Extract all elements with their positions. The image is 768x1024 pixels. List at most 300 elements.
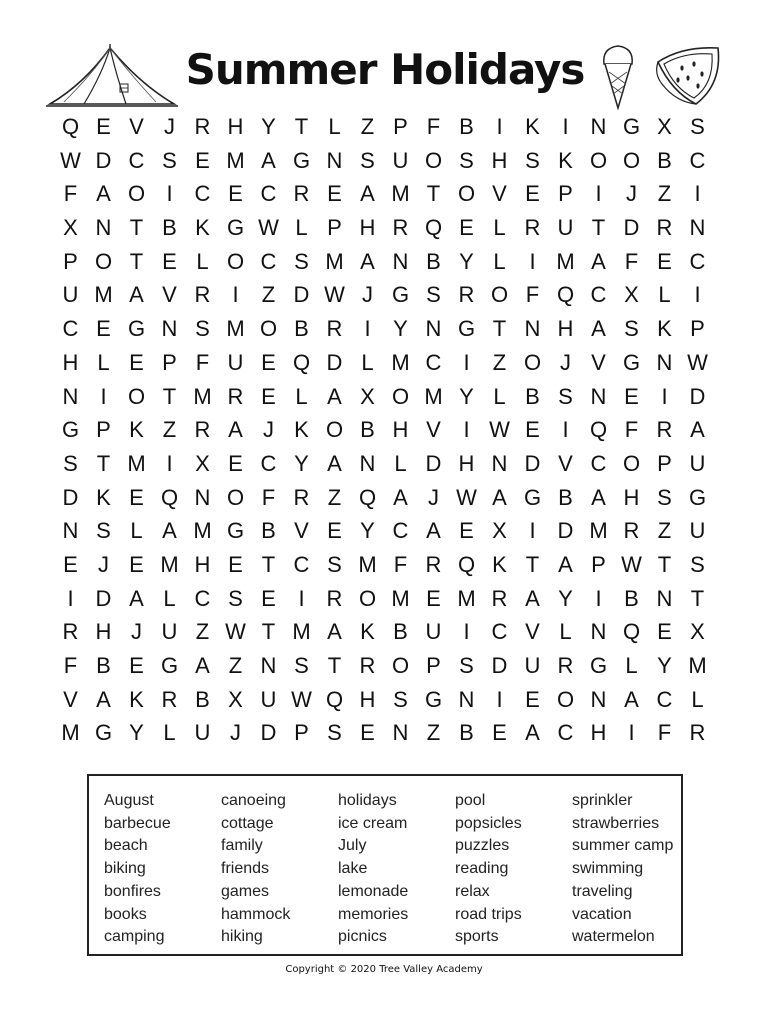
grid-letter: S: [228, 585, 243, 611]
grid-letter: I: [496, 686, 503, 712]
grid-letter: G: [127, 316, 146, 342]
grid-letter: E: [63, 551, 78, 577]
grid-letter: N: [491, 450, 508, 476]
grid-letter: G: [94, 720, 113, 746]
grid-letter: U: [161, 619, 178, 645]
grid-letter: J: [263, 417, 274, 443]
grid-letter: W: [489, 417, 510, 443]
grid-letter: D: [95, 585, 112, 611]
grid-letter: L: [559, 619, 572, 645]
grid-letter: A: [261, 147, 276, 173]
grid-letter: S: [558, 383, 573, 409]
grid-letter: E: [129, 484, 144, 510]
word-list-item: memories: [338, 905, 409, 923]
grid-letter: S: [96, 518, 111, 544]
grid-letter: P: [558, 181, 573, 207]
grid-letter: P: [327, 215, 342, 241]
grid-letter: M: [226, 147, 245, 173]
grid-letter: X: [690, 619, 705, 645]
page-title: Summer Holidays: [185, 45, 585, 94]
grid-letter: R: [194, 417, 211, 443]
grid-letter: U: [557, 215, 574, 241]
grid-letter: M: [160, 551, 179, 577]
grid-letter: P: [294, 720, 309, 746]
grid-letter: K: [657, 316, 672, 342]
grid-letter: J: [428, 484, 439, 510]
grid-letter: G: [226, 518, 245, 544]
grid-letter: I: [595, 181, 602, 207]
grid-letter: A: [96, 181, 111, 207]
grid-letter: R: [491, 585, 508, 611]
grid-letter: N: [260, 653, 277, 678]
grid-letter: E: [228, 551, 243, 577]
grid-letter: Q: [325, 686, 344, 712]
grid-letter: M: [556, 248, 575, 274]
word-list-item: friends: [221, 860, 270, 878]
grid-letter: I: [463, 619, 470, 645]
grid-letter: S: [690, 114, 705, 139]
grid-letter: U: [392, 147, 409, 173]
grid-letter: X: [195, 450, 210, 476]
grid-letter: Y: [393, 316, 408, 342]
grid-letter: C: [260, 248, 277, 274]
grid-letter: O: [457, 181, 476, 207]
grid-letter: N: [656, 349, 673, 375]
grid-letter: Y: [459, 383, 474, 409]
grid-letter: Z: [360, 114, 375, 139]
grid-letter: A: [525, 720, 540, 746]
grid-letter: L: [691, 686, 704, 712]
grid-letter: B: [261, 518, 276, 544]
grid-letter: K: [294, 417, 309, 443]
grid-letter: L: [97, 349, 110, 375]
grid-letter: S: [327, 720, 342, 746]
grid-letter: A: [195, 653, 210, 678]
grid-letter: Y: [360, 518, 375, 544]
grid-letter: S: [459, 653, 474, 678]
copyright-text: Copyright © 2020 Tree Valley Academy: [285, 964, 483, 975]
grid-letter: H: [392, 417, 409, 443]
grid-letter: W: [291, 686, 312, 712]
grid-letter: J: [626, 181, 637, 207]
grid-letter: Z: [261, 282, 276, 308]
grid-letter: Y: [129, 720, 144, 746]
grid-letter: Q: [424, 215, 443, 241]
grid-letter: O: [94, 248, 113, 274]
grid-letter: R: [62, 619, 79, 645]
grid-letter: O: [259, 316, 278, 342]
grid-letter: R: [458, 282, 475, 308]
grid-letter: T: [327, 653, 342, 678]
grid-letter: T: [426, 181, 441, 207]
grid-letter: T: [525, 551, 540, 577]
grid-letter: G: [292, 147, 311, 173]
grid-letter: Q: [61, 114, 80, 139]
watermelon-slice-icon: [652, 44, 724, 108]
grid-letter: O: [622, 450, 641, 476]
grid-letter: S: [525, 147, 540, 173]
grid-letter: Z: [228, 653, 243, 678]
grid-letter: W: [225, 619, 246, 645]
word-list-item: strawberries: [572, 814, 660, 832]
word-list-item: bonfires: [104, 882, 161, 900]
grid-letter: Q: [556, 282, 575, 308]
grid-letter: D: [95, 147, 112, 173]
grid-letter: A: [360, 248, 375, 274]
grid-letter: A: [426, 518, 441, 544]
grid-letter: L: [493, 383, 506, 409]
grid-letter: X: [63, 215, 78, 241]
word-column-3: [338, 790, 408, 949]
grid-letter: H: [359, 686, 376, 712]
grid-letter: G: [61, 417, 80, 443]
grid-letter: N: [524, 316, 541, 342]
grid-letter: D: [524, 450, 541, 476]
grid-letter: M: [193, 518, 212, 544]
grid-letter: I: [463, 417, 470, 443]
grid-letter: H: [623, 484, 640, 510]
grid-letter: V: [63, 686, 78, 712]
grid-letter: G: [160, 653, 179, 678]
grid-letter: C: [689, 147, 706, 173]
grid-letter: N: [359, 450, 376, 476]
grid-letter: K: [360, 619, 375, 645]
grid-letter: A: [492, 484, 507, 510]
grid-letter: C: [293, 551, 310, 577]
word-list-item: holidays: [338, 792, 397, 809]
letter-grid: [54, 110, 714, 750]
grid-letter: T: [129, 215, 144, 241]
grid-letter: M: [127, 450, 146, 476]
grid-letter: E: [327, 518, 342, 544]
grid-letter: H: [359, 215, 376, 241]
grid-letter: N: [590, 619, 607, 645]
word-list-item: summer camp: [572, 837, 674, 855]
grid-letter: Y: [558, 585, 573, 611]
grid-letter: N: [161, 316, 178, 342]
grid-letter: L: [295, 383, 308, 409]
grid-letter: D: [260, 720, 277, 746]
word-list-item: books: [104, 905, 147, 923]
grid-letter: B: [195, 686, 210, 712]
grid-letter: A: [327, 619, 342, 645]
grid-letter: O: [226, 248, 245, 274]
grid-letter: I: [628, 720, 635, 746]
grid-letter: H: [95, 619, 112, 645]
grid-letter: H: [557, 316, 574, 342]
word-list-item: vacation: [572, 905, 632, 923]
grid-letter: F: [261, 484, 276, 510]
grid-letter: P: [162, 349, 177, 375]
grid-letter: L: [493, 215, 506, 241]
grid-letter: E: [228, 181, 243, 207]
grid-letter: G: [589, 653, 608, 678]
grid-letter: W: [456, 484, 477, 510]
grid-letter: A: [162, 518, 177, 544]
word-list-item: road trips: [455, 905, 522, 923]
grid-letter: G: [622, 349, 641, 375]
grid-letter: R: [689, 720, 706, 746]
grid-letter: S: [393, 686, 408, 712]
word-list-item: lemonade: [338, 882, 409, 900]
grid-letter: I: [562, 417, 569, 443]
grid-letter: T: [162, 383, 177, 409]
grid-letter: S: [690, 551, 705, 577]
grid-letter: G: [457, 316, 476, 342]
word-list-box: [87, 774, 683, 956]
grid-letter: F: [624, 417, 639, 443]
grid-letter: W: [258, 215, 279, 241]
grid-letter: E: [261, 383, 276, 409]
grid-letter: R: [194, 282, 211, 308]
grid-letter: X: [492, 518, 507, 544]
word-list-item: relax: [455, 882, 490, 900]
word-list-item: swimming: [572, 860, 644, 878]
grid-letter: E: [195, 147, 210, 173]
grid-letter: S: [294, 653, 309, 678]
grid-letter: W: [324, 282, 345, 308]
grid-letter: I: [595, 585, 602, 611]
grid-letter: S: [294, 248, 309, 274]
grid-letter: U: [689, 450, 706, 476]
grid-letter: U: [62, 282, 79, 308]
grid-letter: N: [194, 484, 211, 510]
grid-letter: Z: [327, 484, 342, 510]
grid-letter: A: [129, 585, 144, 611]
grid-letter: Y: [459, 248, 474, 274]
grid-letter: R: [392, 215, 409, 241]
grid-letter: K: [195, 215, 210, 241]
grid-letter: L: [196, 248, 209, 274]
grid-letter: F: [624, 248, 639, 274]
grid-letter: B: [162, 215, 177, 241]
grid-letter: A: [624, 686, 639, 712]
grid-letter: A: [129, 282, 144, 308]
grid-letter: Q: [457, 551, 476, 577]
grid-letter: H: [62, 349, 79, 375]
grid-letter: X: [360, 383, 375, 409]
grid-letter: I: [166, 181, 173, 207]
word-column-4: [455, 790, 522, 949]
grid-letter: N: [62, 518, 79, 544]
grid-letter: E: [525, 181, 540, 207]
grid-letter: M: [589, 518, 608, 544]
grid-letter: N: [95, 215, 112, 241]
word-column-2: [221, 790, 290, 949]
grid-letter: R: [227, 383, 244, 409]
word-column-5: [572, 790, 673, 949]
grid-letter: Z: [195, 619, 210, 645]
grid-letter: T: [261, 619, 276, 645]
grid-letter: T: [96, 450, 111, 476]
grid-letter: A: [591, 316, 606, 342]
grid-letter: D: [689, 383, 706, 409]
grid-letter: C: [392, 518, 409, 544]
grid-letter: M: [391, 181, 410, 207]
grid-letter: D: [62, 484, 79, 510]
grid-letter: I: [694, 282, 701, 308]
word-list-item: popsicles: [455, 814, 522, 832]
grid-letter: E: [96, 114, 111, 139]
word-list-item: camping: [104, 928, 165, 946]
grid-letter: R: [359, 653, 376, 678]
word-list-item: biking: [104, 860, 146, 878]
grid-letter: I: [529, 248, 536, 274]
grid-letter: W: [621, 551, 642, 577]
grid-letter: T: [261, 551, 276, 577]
grid-letter: L: [361, 349, 374, 375]
word-list-item: traveling: [572, 882, 633, 900]
grid-letter: U: [260, 686, 277, 712]
grid-letter: V: [492, 181, 507, 207]
grid-letter: A: [525, 585, 540, 611]
grid-letter: Y: [261, 114, 276, 139]
word-list-item: sports: [455, 928, 499, 946]
grid-letter: O: [589, 147, 608, 173]
word-list-item: reading: [455, 860, 509, 878]
word-list-item: hiking: [221, 928, 263, 946]
grid-letter: R: [656, 215, 673, 241]
grid-letter: E: [459, 215, 474, 241]
grid-letter: S: [63, 450, 78, 476]
grid-letter: F: [426, 114, 441, 139]
grid-letter: U: [689, 518, 706, 544]
grid-letter: A: [327, 383, 342, 409]
grid-letter: I: [298, 585, 305, 611]
grid-letter: G: [688, 484, 707, 510]
grid-letter: H: [227, 114, 244, 139]
grid-letter: A: [591, 248, 606, 274]
grid-letter: N: [62, 383, 79, 409]
grid-letter: Y: [657, 653, 672, 678]
grid-letter: V: [591, 349, 606, 375]
grid-letter: O: [391, 383, 410, 409]
grid-letter: V: [558, 450, 573, 476]
grid-letter: F: [393, 551, 408, 577]
grid-letter: U: [425, 619, 442, 645]
word-list-item: cottage: [221, 814, 274, 832]
word-list-item: pool: [455, 792, 486, 809]
grid-letter: D: [491, 653, 508, 678]
grid-letter: R: [161, 686, 178, 712]
grid-letter: M: [325, 248, 344, 274]
grid-letter: O: [127, 181, 146, 207]
grid-letter: V: [129, 114, 144, 139]
grid-letter: I: [166, 450, 173, 476]
grid-letter: O: [424, 147, 443, 173]
word-list-item: games: [221, 882, 270, 900]
grid-letter: U: [227, 349, 244, 375]
grid-letter: I: [463, 349, 470, 375]
grid-letter: A: [393, 484, 408, 510]
grid-letter: B: [558, 484, 573, 510]
grid-letter: P: [591, 551, 606, 577]
grid-letter: N: [590, 114, 607, 139]
grid-letter: G: [226, 215, 245, 241]
grid-letter: B: [96, 653, 111, 678]
grid-letter: A: [360, 181, 375, 207]
grid-letter: X: [657, 114, 672, 139]
grid-letter: T: [294, 114, 309, 139]
grid-letter: C: [491, 619, 508, 645]
grid-letter: Q: [292, 349, 311, 375]
grid-letter: C: [656, 686, 673, 712]
grid-letter: L: [625, 653, 638, 678]
grid-letter: W: [687, 349, 708, 375]
grid-letter: M: [193, 383, 212, 409]
grid-letter: M: [292, 619, 311, 645]
grid-letter: B: [294, 316, 309, 342]
grid-letter: L: [295, 215, 308, 241]
grid-letter: E: [261, 349, 276, 375]
grid-letter: Z: [162, 417, 177, 443]
grid-letter: A: [327, 450, 342, 476]
grid-letter: J: [362, 282, 373, 308]
grid-letter: Q: [589, 417, 608, 443]
grid-letter: R: [425, 551, 442, 577]
grid-letter: K: [492, 551, 507, 577]
grid-letter: T: [591, 215, 606, 241]
grid-letter: B: [657, 147, 672, 173]
grid-letter: F: [657, 720, 672, 746]
grid-letter: M: [61, 720, 80, 746]
word-list-item: family: [221, 837, 263, 855]
grid-letter: N: [392, 720, 409, 746]
grid-letter: U: [524, 653, 541, 678]
grid-letter: F: [63, 653, 78, 678]
grid-letter: T: [690, 585, 705, 611]
grid-letter: P: [63, 248, 78, 274]
grid-letter: P: [657, 450, 672, 476]
grid-letter: H: [194, 551, 211, 577]
grid-letter: B: [393, 619, 408, 645]
grid-letter: C: [260, 450, 277, 476]
grid-letter: S: [624, 316, 639, 342]
grid-letter: R: [326, 316, 343, 342]
grid-letter: A: [591, 484, 606, 510]
grid-letter: I: [661, 383, 668, 409]
word-list-item: ice cream: [338, 814, 408, 832]
grid-letter: B: [360, 417, 375, 443]
grid-letter: O: [556, 686, 575, 712]
grid-letter: P: [96, 417, 111, 443]
grid-letter: W: [60, 147, 81, 173]
grid-letter: C: [194, 585, 211, 611]
grid-letter: I: [496, 114, 503, 139]
grid-letter: J: [560, 349, 571, 375]
grid-letter: L: [328, 114, 341, 139]
grid-letter: I: [364, 316, 371, 342]
grid-letter: L: [163, 720, 176, 746]
grid-letter: E: [327, 181, 342, 207]
grid-letter: E: [657, 619, 672, 645]
grid-letter: C: [557, 720, 574, 746]
grid-letter: O: [391, 653, 410, 678]
grid-letter: L: [394, 450, 407, 476]
grid-letter: M: [391, 585, 410, 611]
grid-letter: E: [129, 551, 144, 577]
grid-letter: J: [230, 720, 241, 746]
grid-letter: F: [63, 181, 78, 207]
word-list-item: barbecue: [104, 814, 171, 832]
word-list-item: canoeing: [221, 792, 286, 809]
grid-letter: G: [523, 484, 542, 510]
grid-letter: C: [128, 147, 145, 173]
grid-letter: R: [623, 518, 640, 544]
grid-letter: E: [624, 383, 639, 409]
grid-letter: R: [293, 484, 310, 510]
grid-letter: D: [623, 215, 640, 241]
